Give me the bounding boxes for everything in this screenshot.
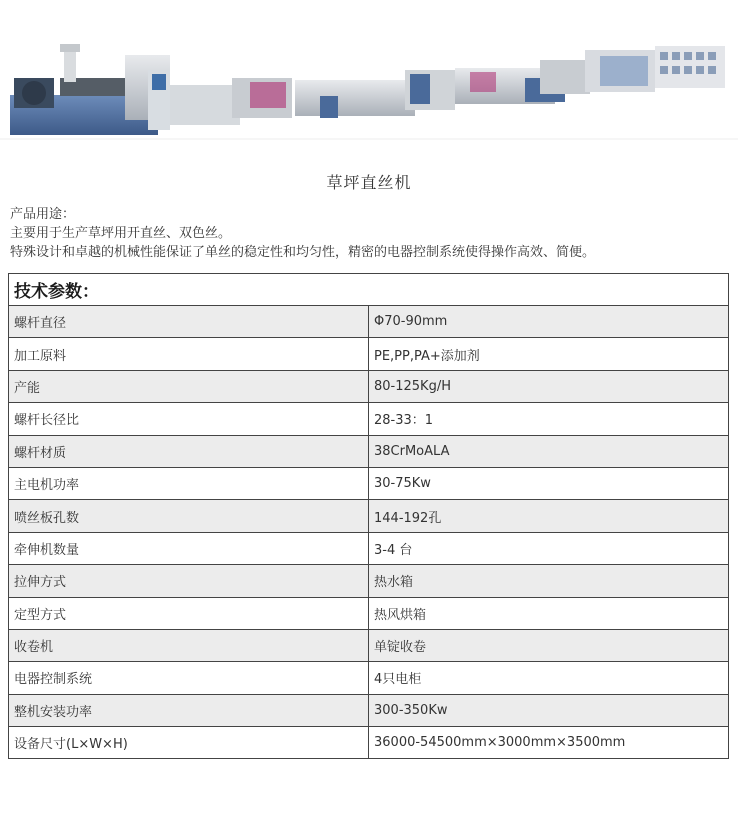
spec-value: 144-192孔 [369,500,729,532]
spec-label: 设备尺寸(L×W×H) [9,727,369,759]
table-row [9,597,729,629]
table-row [9,662,729,694]
spec-label: 喷丝板孔数 [9,500,369,532]
table-row [9,629,729,661]
spec-value: 80-125Kg/H [369,370,729,402]
table-row [9,435,729,467]
spec-label: 拉伸方式 [9,565,369,597]
spec-value: Φ70-90mm [369,306,729,338]
description-heading: 产品用途： [10,207,76,222]
spec-value: 38CrMoALA [369,435,729,467]
spec-label: 收卷机 [9,629,369,661]
table-row [9,306,729,338]
spec-value: 30-75Kw [369,467,729,499]
product-title: 草坪直丝机 [326,173,412,192]
spec-table [8,273,729,759]
table-row [9,532,729,564]
spec-value: 3-4 台 [369,532,729,564]
spec-label: 定型方式 [9,597,369,629]
spec-label: 螺杆材质 [9,435,369,467]
table-row [9,727,729,759]
table-row [9,338,729,370]
spec-value: 28-33：1 [369,403,729,435]
description-line-2: 特殊设计和卓越的机械性能保证了单丝的稳定性和均匀性，精密的电器控制系统使得操作高效、简便。 [10,245,596,260]
spec-value: 300-350Kw [369,694,729,726]
spec-value: 热风烘箱 [369,597,729,629]
spec-label: 产能 [9,370,369,402]
table-row [9,370,729,402]
table-row [9,467,729,499]
product-description [10,205,730,262]
description-line-1: 主要用于生产草坪用开直丝、双色丝。 [10,226,232,241]
spec-label: 整机安装功率 [9,694,369,726]
table-row [9,694,729,726]
spec-value: 单锭收卷 [369,629,729,661]
spec-heading: 技术参数： [9,274,729,306]
spec-table-header [9,274,729,306]
spec-label: 主电机功率 [9,467,369,499]
table-row [9,403,729,435]
spec-value: PE,PP,PA+添加剂 [369,338,729,370]
production-line-image [0,0,738,160]
spec-value: 36000-54500mm×3000mm×3500mm [369,727,729,759]
spec-value: 4只电柜 [369,662,729,694]
spec-label: 牵伸机数量 [9,532,369,564]
spec-label: 螺杆长径比 [9,403,369,435]
spec-value: 热水箱 [369,565,729,597]
table-row [9,500,729,532]
spec-label: 加工原料 [9,338,369,370]
table-row [9,565,729,597]
spec-label: 电器控制系统 [9,662,369,694]
spec-label: 螺杆直径 [9,306,369,338]
machine-illustration [0,0,738,160]
